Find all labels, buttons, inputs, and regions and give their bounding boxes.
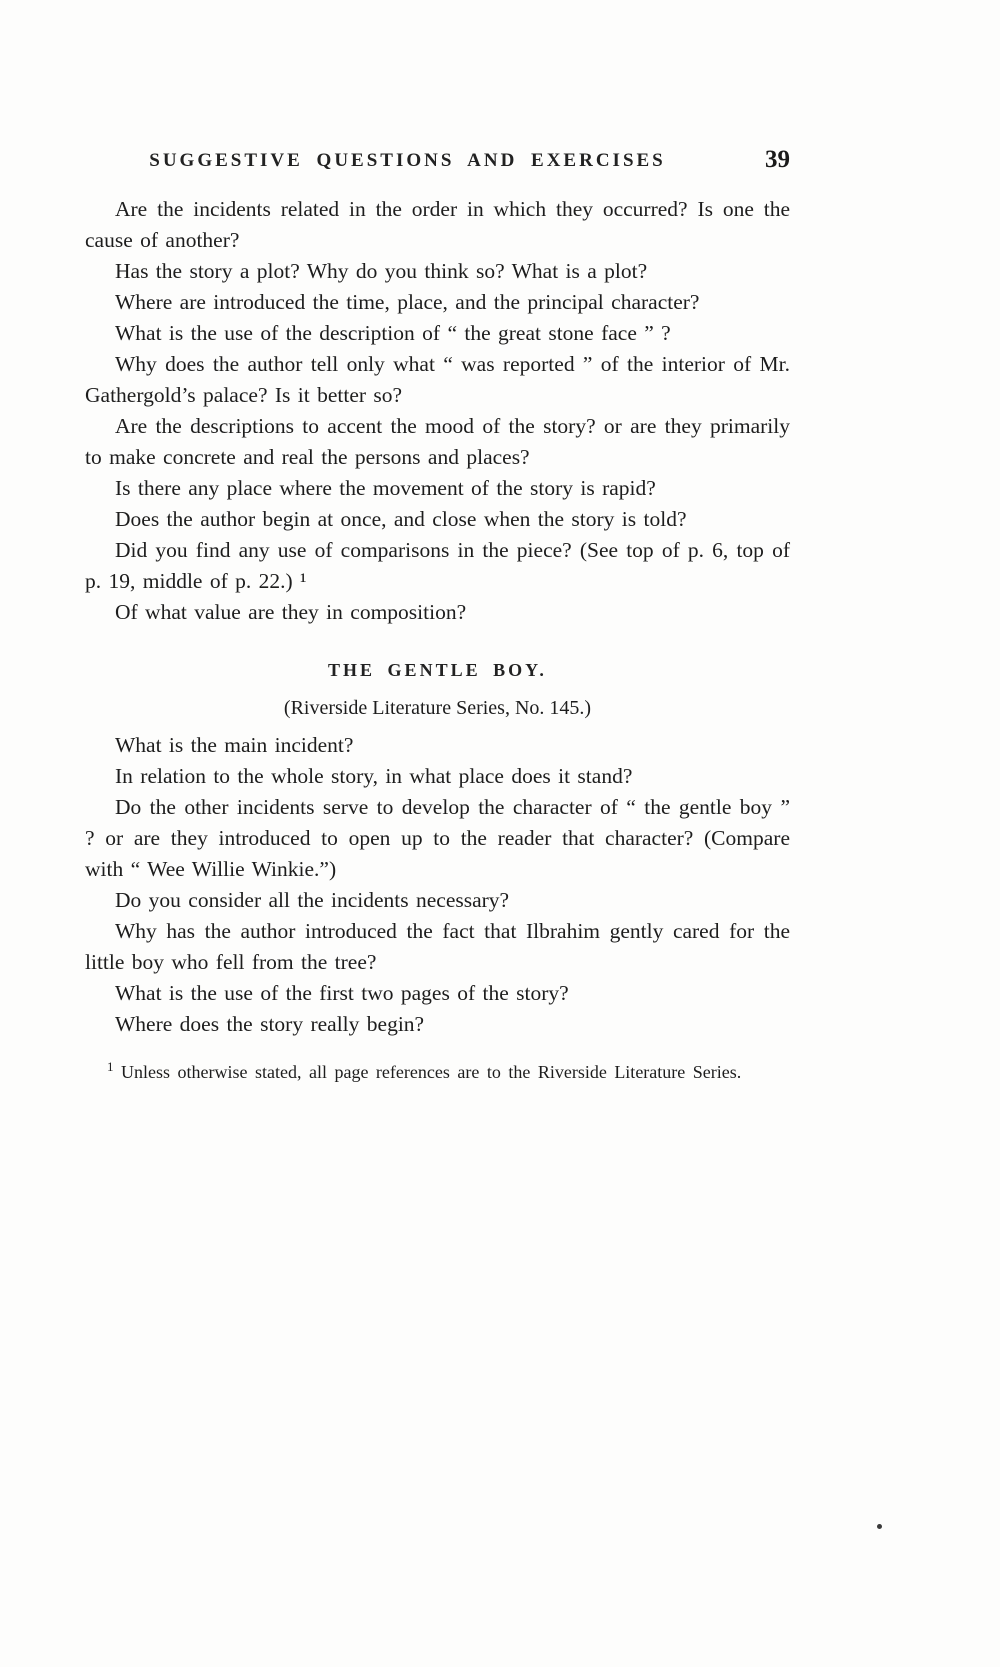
footnote-text: Unless otherwise stated, all page references are to the Riverside Literature Series. xyxy=(121,1062,742,1082)
page-number: 39 xyxy=(765,146,790,173)
question-paragraph: Where does the story really begin? xyxy=(115,1012,425,1036)
question-paragraph: Do you consider all the incidents necessary? xyxy=(115,888,510,912)
question-paragraph: Did you find any use of comparisons in the piece? (See top of p. 6, top of p. 19, middle of p. 22.) ¹ xyxy=(85,538,790,593)
question-paragraph: Are the descriptions to accent the mood of the story? or are they primarily to make concrete and real the persons and places? xyxy=(85,414,790,469)
question-paragraph: What is the use of the description of “ the great stone face ” ? xyxy=(115,321,671,345)
question-paragraph: Does the author begin at once, and close when the story is told? xyxy=(115,507,687,531)
questions-section-2 xyxy=(85,730,790,1040)
question-paragraph: In relation to the whole story, in what place does it stand? xyxy=(115,764,633,788)
question-paragraph: Are the incidents related in the order in which they occurred? Is one the cause of another? xyxy=(85,197,790,252)
scan-speck xyxy=(877,1524,882,1529)
question-paragraph: What is the use of the first two pages of the story? xyxy=(115,981,569,1005)
question-paragraph: Where are introduced the time, place, and the principal character? xyxy=(115,290,700,314)
question-paragraph: Of what value are they in composition? xyxy=(115,600,467,624)
question-paragraph: Why does the author tell only what “ was reported ” of the interior of Mr. Gathergold’s palace? Is it better so? xyxy=(85,352,790,407)
running-title: SUGGESTIVE QUESTIONS AND EXERCISES xyxy=(149,150,666,171)
question-paragraph: Do the other incidents serve to develop the character of “ the gentle boy ” ? or are they introduced to open up to the reader that character? (Compare with “ Wee Willie Winkie.”) xyxy=(85,795,790,881)
question-paragraph: Why has the author introduced the fact that Ilbrahim gently cared for the little boy who fell from the tree? xyxy=(85,919,790,974)
page-header xyxy=(85,146,790,173)
question-paragraph: Is there any place where the movement of the story is rapid? xyxy=(115,476,656,500)
footnote xyxy=(85,1054,790,1085)
questions-section-1 xyxy=(85,194,790,628)
question-paragraph: Has the story a plot? Why do you think so? What is a plot? xyxy=(115,259,648,283)
section-title: THE GENTLE BOY. xyxy=(328,660,547,680)
section-subtitle: (Riverside Literature Series, No. 145.) xyxy=(283,697,592,719)
question-paragraph: What is the main incident? xyxy=(115,733,354,757)
footnote-marker: 1 xyxy=(107,1059,114,1074)
